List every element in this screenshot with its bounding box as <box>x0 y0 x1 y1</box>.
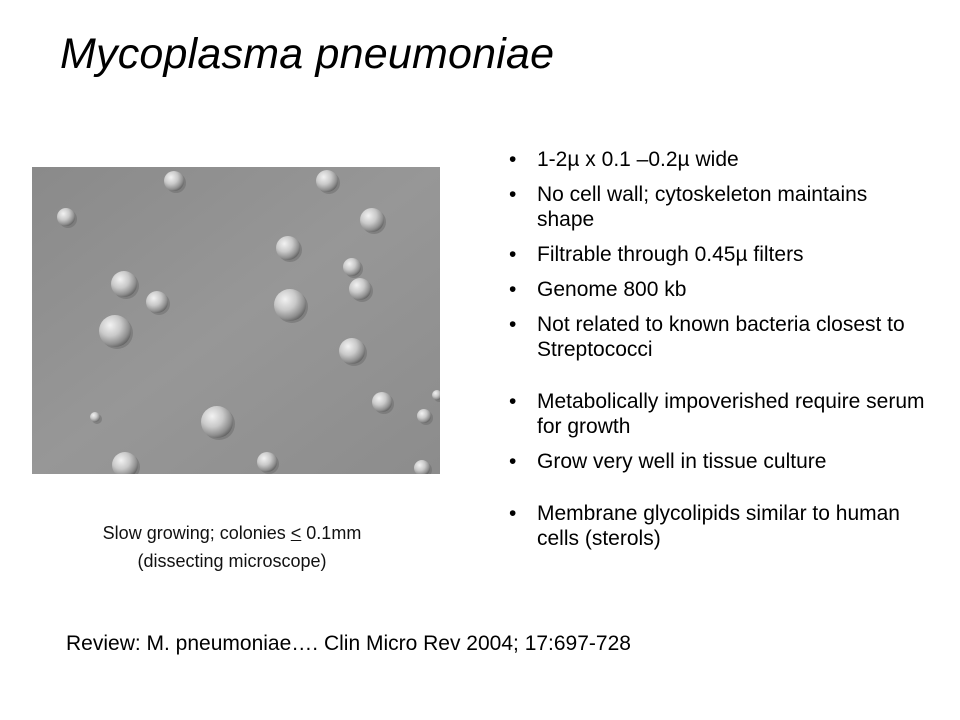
bullet-text: No cell wall; cytoskeleton maintains shape <box>537 183 868 231</box>
bullet-item <box>509 147 929 172</box>
colony-dot <box>201 406 233 438</box>
colony-dot <box>257 452 277 472</box>
bullet-dot: • <box>509 243 517 266</box>
bullet-item <box>509 501 929 551</box>
bullet-text: x 0.1 –0.2 <box>579 148 678 171</box>
bullet-dot: • <box>509 450 517 473</box>
bullet-item <box>509 389 929 439</box>
micron-symbol: µ <box>677 148 690 171</box>
bullet-dot: • <box>509 183 517 206</box>
image-caption <box>40 519 424 575</box>
bullet-dot: • <box>509 502 517 525</box>
caption-text: Slow growing; colonies <box>102 523 291 543</box>
colony-dot <box>146 291 168 313</box>
colony-dot <box>276 236 300 260</box>
bullet-text: Membrane glycolipids similar to human cells (sterols) <box>537 502 900 550</box>
colony-dot <box>372 392 392 412</box>
colony-dot <box>57 208 75 226</box>
colony-dot <box>343 258 361 276</box>
bullet-text: Filtrable through 0.45µ filters <box>537 243 804 266</box>
colony-dot <box>360 208 384 232</box>
colony-dot <box>274 289 306 321</box>
colony-micrograph-icon <box>32 167 440 474</box>
colony-dot <box>339 338 365 364</box>
caption-value: 0.1mm <box>301 523 362 543</box>
bullet-list <box>509 147 929 561</box>
colony-dot <box>90 412 100 422</box>
bullet-text: Metabolically impoverished require serum for growth <box>537 390 925 438</box>
bullet-text: 1-2 <box>537 148 568 171</box>
micrograph-svg <box>32 167 440 474</box>
colony-dot <box>349 278 371 300</box>
bullet-item <box>509 449 929 474</box>
caption-line-2: (dissecting microscope) <box>137 551 327 571</box>
slide-title: Mycoplasma pneumoniae <box>60 30 555 78</box>
bullet-text: wide <box>689 148 739 171</box>
bullet-text: Genome 800 kb <box>537 278 687 301</box>
colony-dot <box>316 170 338 192</box>
caption-symbol: < <box>290 523 302 543</box>
bullet-item <box>509 312 929 362</box>
colony-dot <box>99 315 131 347</box>
colony-dot <box>164 171 184 191</box>
bullet-dot: • <box>509 313 517 336</box>
bullet-item <box>509 182 929 232</box>
bullet-text: Grow very well in tissue culture <box>537 450 827 473</box>
colony-dot <box>111 271 137 297</box>
bullet-dot: • <box>509 278 517 301</box>
colony-dot <box>417 409 431 423</box>
bullet-item <box>509 277 929 302</box>
bullet-text: Not related to known bacteria closest to Streptococci <box>537 313 905 361</box>
caption-line-1 <box>40 519 424 547</box>
review-citation: Review: M. pneumoniae…. Clin Micro Rev 2004; 17:697-728 <box>66 632 631 655</box>
bullet-dot: • <box>509 148 517 171</box>
micron-symbol: µ <box>567 148 580 171</box>
bullet-item <box>509 242 929 267</box>
bullet-dot: • <box>509 390 517 413</box>
